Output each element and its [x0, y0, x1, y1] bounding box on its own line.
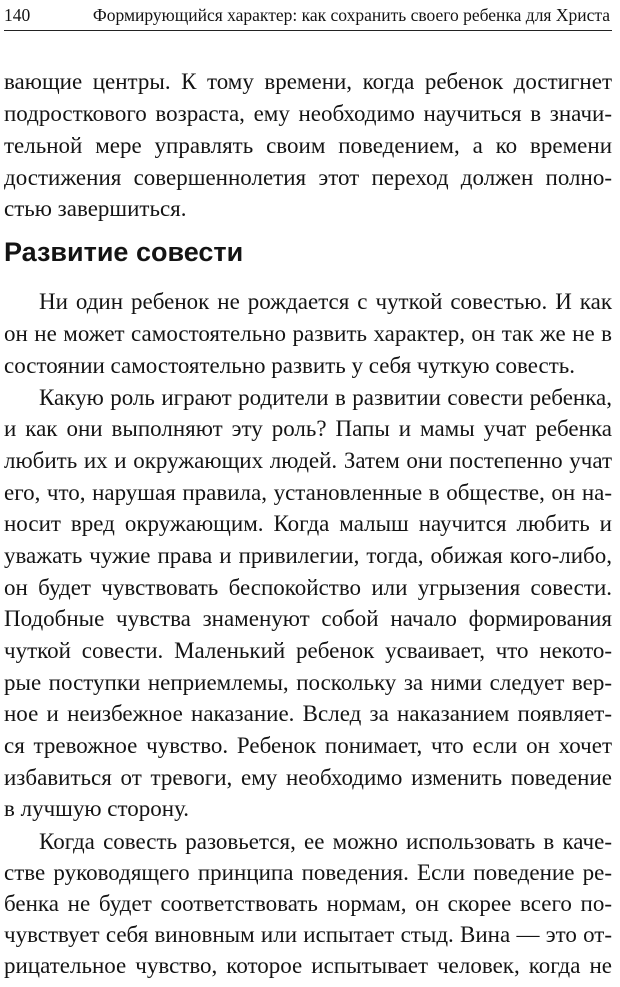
text-line: рицательное чувство, которое испытывает человек, когда не: [4, 953, 612, 978]
text-line: подросткового возраста, ему необходимо научиться в значи-: [4, 101, 612, 126]
text-line: избавиться от тревоги, ему необходимо изменить поведение: [4, 765, 612, 790]
text-line: он не может самостоятельно развить характер, он так же не в: [4, 321, 612, 346]
text-line: стью завершиться.: [4, 196, 187, 221]
text-line: состоянии самостоятельно развить у себя чуткую совесть.: [4, 353, 576, 378]
text-line: его, что, нарушая правила, установленные в обществе, он на-: [4, 480, 612, 505]
text-line: он будет чувствовать беспокойство или угрызения совести.: [4, 575, 612, 600]
text-line: Когда совесть разовьется, ее можно использовать в каче-: [39, 829, 612, 854]
text-line: бенка не будет соответствовать нормам, он скорее всего по-: [4, 891, 612, 916]
text-line: ся тревожное чувство. Ребенок понимает, что если он хочет: [4, 733, 612, 758]
text-line: Ни один ребенок не рождается с чуткой совестью. И как: [39, 289, 612, 314]
text-line: тельной мере управлять своим поведением, а ко времени: [4, 133, 612, 158]
text-line: и как они выполняют эту роль? Папы и мамы учат ребенка: [4, 416, 612, 441]
text-line: вающие центры. К тому времени, когда ребенок достигнет: [4, 69, 612, 94]
text-line: достижения совершеннолетия этот переход должен полно-: [4, 165, 612, 190]
text-line: уважать чужие права и привилегии, тогда, обижая кого-либо,: [4, 543, 612, 568]
text-line: в лучшую сторону.: [4, 796, 190, 821]
text-line: любить их и окружающих людей. Затем они постепенно учат: [4, 448, 612, 473]
text-line: Подобные чувства знаменуют собой начало формирования: [4, 606, 612, 631]
text-line: ное и неизбежное наказание. Вслед за наказанием появляет-: [4, 701, 612, 726]
text-line: стве руководящего принципа поведения. Если поведение ре-: [4, 860, 612, 885]
header-rule: [4, 30, 612, 31]
running-title: Формирующийся характер: как сохранить своего ребенка для Христа: [92, 5, 610, 25]
page-header: [4, 3, 612, 33]
text-line: Какую роль играют родители в развитии совести ребенка,: [39, 385, 612, 410]
text-line: рые поступки неприемлемы, поскольку за ними следует вер-: [4, 670, 612, 695]
text-line: чуткой совести. Маленький ребенок усваивает, что некото-: [4, 638, 612, 663]
page-number: 140: [4, 5, 31, 25]
text-line: чувствует себя виновным или испытает стыд. Вина — это от-: [4, 922, 612, 947]
section-heading: Развитие совести: [4, 237, 244, 267]
text-line: носит вред окружающим. Когда малыш научится любить и: [4, 511, 612, 536]
